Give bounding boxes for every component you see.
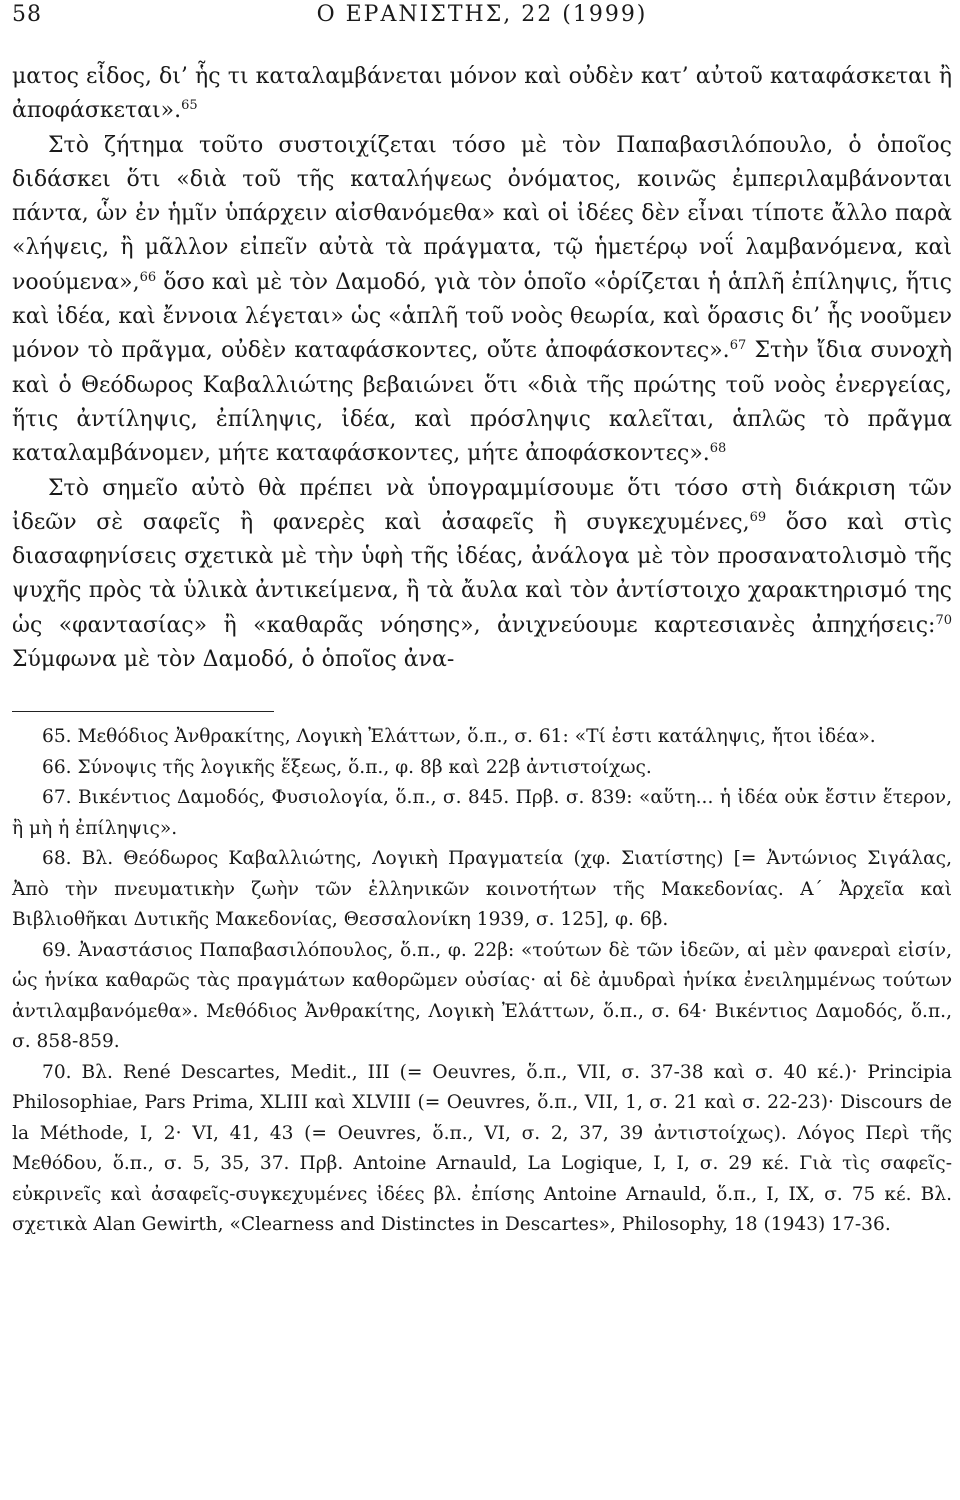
paragraph-3-part-c: Σύμφωνα μὲ τὸν Δαμοδό, ὁ ὁποῖος ἀνα- — [12, 647, 455, 673]
paragraph-3 — [12, 472, 952, 678]
paragraph-1-text: ματος εἶδος, δι’ ἧς τι καταλαμβάνεται μόνον καὶ οὐδὲν κατ’ αὐτοῦ καταφάσκεται ἢ ἀποφάσκεται». — [12, 64, 952, 124]
page-header — [12, 0, 952, 40]
paragraph-3-part-b: ὅσο καὶ στὶς διασαφηνίσεις σχετικὰ μὲ τὴν ὑφὴ τῆς ἰδέας, ἀνάλογα μὲ τὸν προσανατολισμὸ τῆς ψυχῆς πρὸς τὰ ὑλικὰ ἀντικείμενα, ἢ τὰ ἄυλα καὶ τὸν ἀντίστοιχο χαρακτηρισμό της ὡς «φαντασίας» ἢ «καθαρᾶς νόησης», ἀνιχνεύουμε καρτεσιανὲς ἀπηχήσεις: — [12, 509, 952, 638]
footnote-ref-70: 70 — [935, 612, 952, 628]
footnote-66: 66. Σύνοψις τῆς λογικῆς ἕξεως, ὅ.π., φ. 8β καὶ 22β ἀντιστοίχως. — [42, 756, 652, 778]
main-text — [12, 60, 952, 677]
paragraph-2-part-a: Στὸ ζήτημα τοῦτο συστοιχίζεται τόσο μὲ τὸν Παπαβασιλόπουλο, ὁ ὁποῖος διδάσκει ὅτι «διὰ τοῦ τῆς καταλήψεως ὀνόματος, κοινῶς ἐμπεριλαμβάνονται πάντα, ὧν ἐν ἡμῖν ὑπάρχειν αἰσθανόμεθα» καὶ οἱ ἰδέες δὲν εἶναι τίποτε ἄλλο παρὰ «λήψεις, ἢ μᾶλλον εἰπεῖν αὐτὰ τὰ πράγματα, τῷ ἡμετέρῳ νοΐ λαμβανόμενα, καὶ νοούμενα», — [12, 132, 952, 295]
footnote-ref-67: 67 — [729, 338, 747, 354]
footnotes — [12, 722, 952, 1241]
paragraph-2-part-b: ὅσο καὶ μὲ τὸν Δαμοδό, γιὰ τὸν ὁποῖο «ὁρίζεται ἡ ἁπλῆ ἐπίληψις, ἥτις καὶ ἰδέα, καὶ ἔννοια λέγεται» ὡς «ἁπλῆ τοῦ νοὸς θεωρία, καὶ ὅρασις δι’ ἧς νοοῦμεν μόνον τὸ πρᾶγμα, οὐδὲν καταφάσκοντες, οὔτε ἀποφάσκοντες». — [12, 269, 952, 364]
footnote-ref-69: 69 — [749, 509, 767, 525]
footnote-69: 69. Ἀναστάσιος Παπαβασιλόπουλος, ὅ.π., φ. 22β: «τούτων δὲ τῶν ἰδεῶν, αἱ μὲν φανεραὶ εἰσίν, ὡς ἡνίκα καθαρῶς τὰς πραγμάτων καθορῶμεν οὐσίας· αἱ δὲ ἀμυδραὶ ἡνίκα ἐνειλημμένως τούτων ἀντιλαμβανόμεθα». Μεθόδιος Ἀνθρακίτης, Λογικὴ Ἐλάττων, ὅ.π., σ. 64· Βικέντιος Δαμοδός, ὅ.π., σ. 858-859. — [12, 939, 952, 1053]
footnote-65: 65. Μεθόδιος Ἀνθρακίτης, Λογικὴ Ἐλάττων, ὅ.π., σ. 61: «Τί ἐστι κατάληψις, ἤτοι ἰδέα». — [42, 726, 876, 748]
footnote-67: 67. Βικέντιος Δαμοδός, Φυσιολογία, ὅ.π., σ. 845. Πρβ. σ. 839: «αὕτη... ἡ ἰδέα οὐκ ἔστιν ἕτερον, ἢ μὴ ἡ ἐπίληψις». — [12, 787, 952, 839]
footnote-68: 68. Βλ. Θεόδωρος Καβαλλιώτης, Λογικὴ Πραγματεία (χφ. Σιατίστης) [= Ἀντώνιος Σιγάλας, Ἀπὸ τὴν πνευματικὴν ζωὴν τῶν ἑλληνικῶν κοινοτήτων τῆς Μακεδονίας. Α΄ Ἀρχεῖα καὶ Βιβλιοθῆκαι Δυτικῆς Μακεδονίας, Θεσσαλονίκη 1939, σ. 125], φ. 6β. — [12, 848, 952, 931]
running-title: Ο ΕΡΑΝΙΣΤΗΣ, 22 (1999) — [316, 2, 648, 27]
paragraph-1 — [12, 60, 952, 129]
paragraph-2 — [12, 129, 952, 472]
paragraph-3-part-a: Στὸ σημεῖο αὐτὸ θὰ πρέπει νὰ ὑπογραμμίσουμε ὅτι τόσο στὴ διάκριση τῶν ἰδεῶν σὲ σαφεῖς ἢ φανερὲς καὶ ἀσαφεῖς ἢ συγκεχυμένες, — [12, 475, 952, 535]
paragraph-2-part-c: Στὴν ἴδια συνοχὴ καὶ ὁ Θεόδωρος Καβαλλιώτης βεβαιώνει ὅτι «διὰ τῆς πρώτης τοῦ νοὸς ἐνεργείας, ἥτις ἀντίληψις, ἐπίληψις, ἰδέα, καὶ πρόσληψις καλεῖται, ἁπλῶς τὸ πρᾶγμα καταλαμβάνομεν, μήτε καταφάσκοντες, μήτε ἀποφάσκοντες». — [12, 338, 953, 467]
page-number: 58 — [12, 2, 42, 27]
footnote-ref-68: 68 — [709, 441, 727, 457]
footnote-separator — [12, 711, 274, 712]
footnote-ref-66: 66 — [139, 269, 157, 285]
footnote-ref-65: 65 — [181, 98, 198, 114]
footnote-70: 70. Βλ. René Descartes, Medit., III (= Oeuvres, ὅ.π., VII, σ. 37-38 καὶ σ. 40 κέ.)· Principia Philosophiae, Pars Prima, XLIII καὶ XLVIII (= Oeuvres, ὅ.π., VII, 1, σ. 21 καὶ σ. 22-23)· Discours de la Méthode, I, 2· VI, 41, 43 (= Oeuvres, ὅ.π., VI, σ. 2, 37, 39 ἀντιστοίχως). Λόγος Περὶ τῆς Μεθόδου, ὅ.π., σ. 5, 35, 37. Πρβ. Antoine Arnauld, La Logique, I, I, σ. 29 κέ. Γιὰ τὶς σαφεῖς-εὐκρινεῖς καὶ ἀσαφεῖς-συγκεχυμένες ἰδέες βλ. ἐπίσης Antoine Arnauld, ὅ.π., I, IX, σ. 75 κέ. Βλ. σχετικὰ Alan Gewirth, «Clearness and Distinctes in Descartes», Philosophy, 18 (1943) 17-36. — [12, 1061, 952, 1236]
